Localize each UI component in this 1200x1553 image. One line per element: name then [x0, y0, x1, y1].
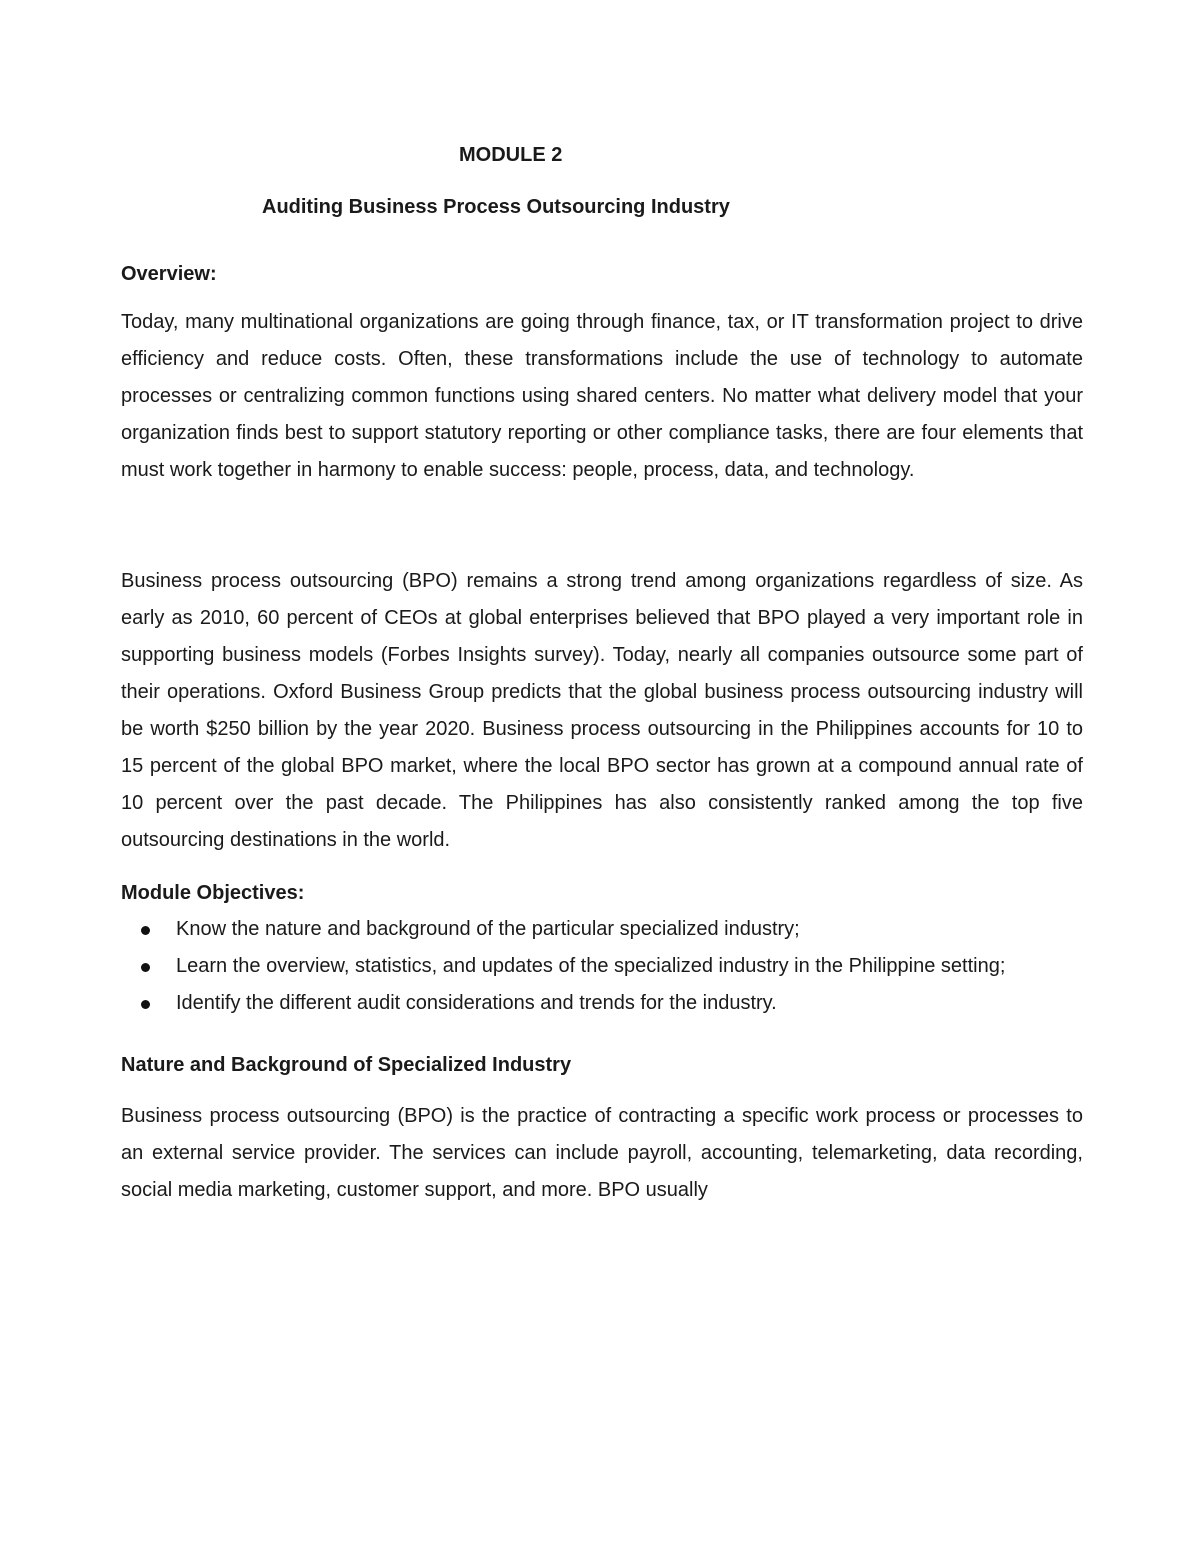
bpo-trend-paragraph: Business process outsourcing (BPO) remains a strong trend among organizations regardless of size. As early as 2010, 60 percent of CEOs at global enterprises believed that BPO played a very important role in supporting business models (Forbes Insights survey). Today, nearly all companies outsource some part of their operations. Oxford Business Group predicts that the global business process outsourcing industry will be worth $250 billion by the year 2020. Business process outsourcing in the Philippines accounts for 10 to 15 percent of the global BPO market, where the local BPO sector has grown at a compound annual rate of 10 percent over the past decade. The Philippines has also consistently ranked among the top five outsourcing destinations in the world. [121, 570, 1083, 851]
objective-item [121, 911, 1083, 948]
bullet-icon [141, 926, 150, 935]
objective-item [121, 948, 1083, 985]
document-title: Auditing Business Process Outsourcing Industry [262, 196, 730, 218]
objectives-heading: Module Objectives: [121, 882, 305, 904]
nature-heading: Nature and Background of Specialized Industry [121, 1054, 572, 1076]
objective-text: Identify the different audit considerations and trends for the industry. [176, 992, 777, 1014]
objective-item [121, 985, 1083, 1022]
objective-text: Learn the overview, statistics, and updates of the specialized industry in the Philippine setting; [176, 955, 1006, 977]
module-label: MODULE 2 [459, 144, 563, 166]
overview-heading: Overview: [121, 263, 217, 285]
objectives-list [121, 911, 1083, 1022]
bullet-icon [141, 1000, 150, 1009]
nature-paragraph: Business process outsourcing (BPO) is the practice of contracting a specific work process or processes to an external service provider. The services can include payroll, accounting, telemarketing, data recording, social media marketing, customer support, and more. BPO usually [121, 1105, 1083, 1201]
objective-text: Know the nature and background of the particular specialized industry; [176, 918, 800, 940]
bullet-icon [141, 963, 150, 972]
overview-paragraph: Today, many multinational organizations are going through finance, tax, or IT transformation project to drive efficiency and reduce costs. Often, these transformations include the use of technology to automate processes or centralizing common functions using shared centers. No matter what delivery model that your organization finds best to support statutory reporting or other compliance tasks, there are four elements that must work together in harmony to enable success: people, process, data, and technology. [121, 311, 1083, 481]
